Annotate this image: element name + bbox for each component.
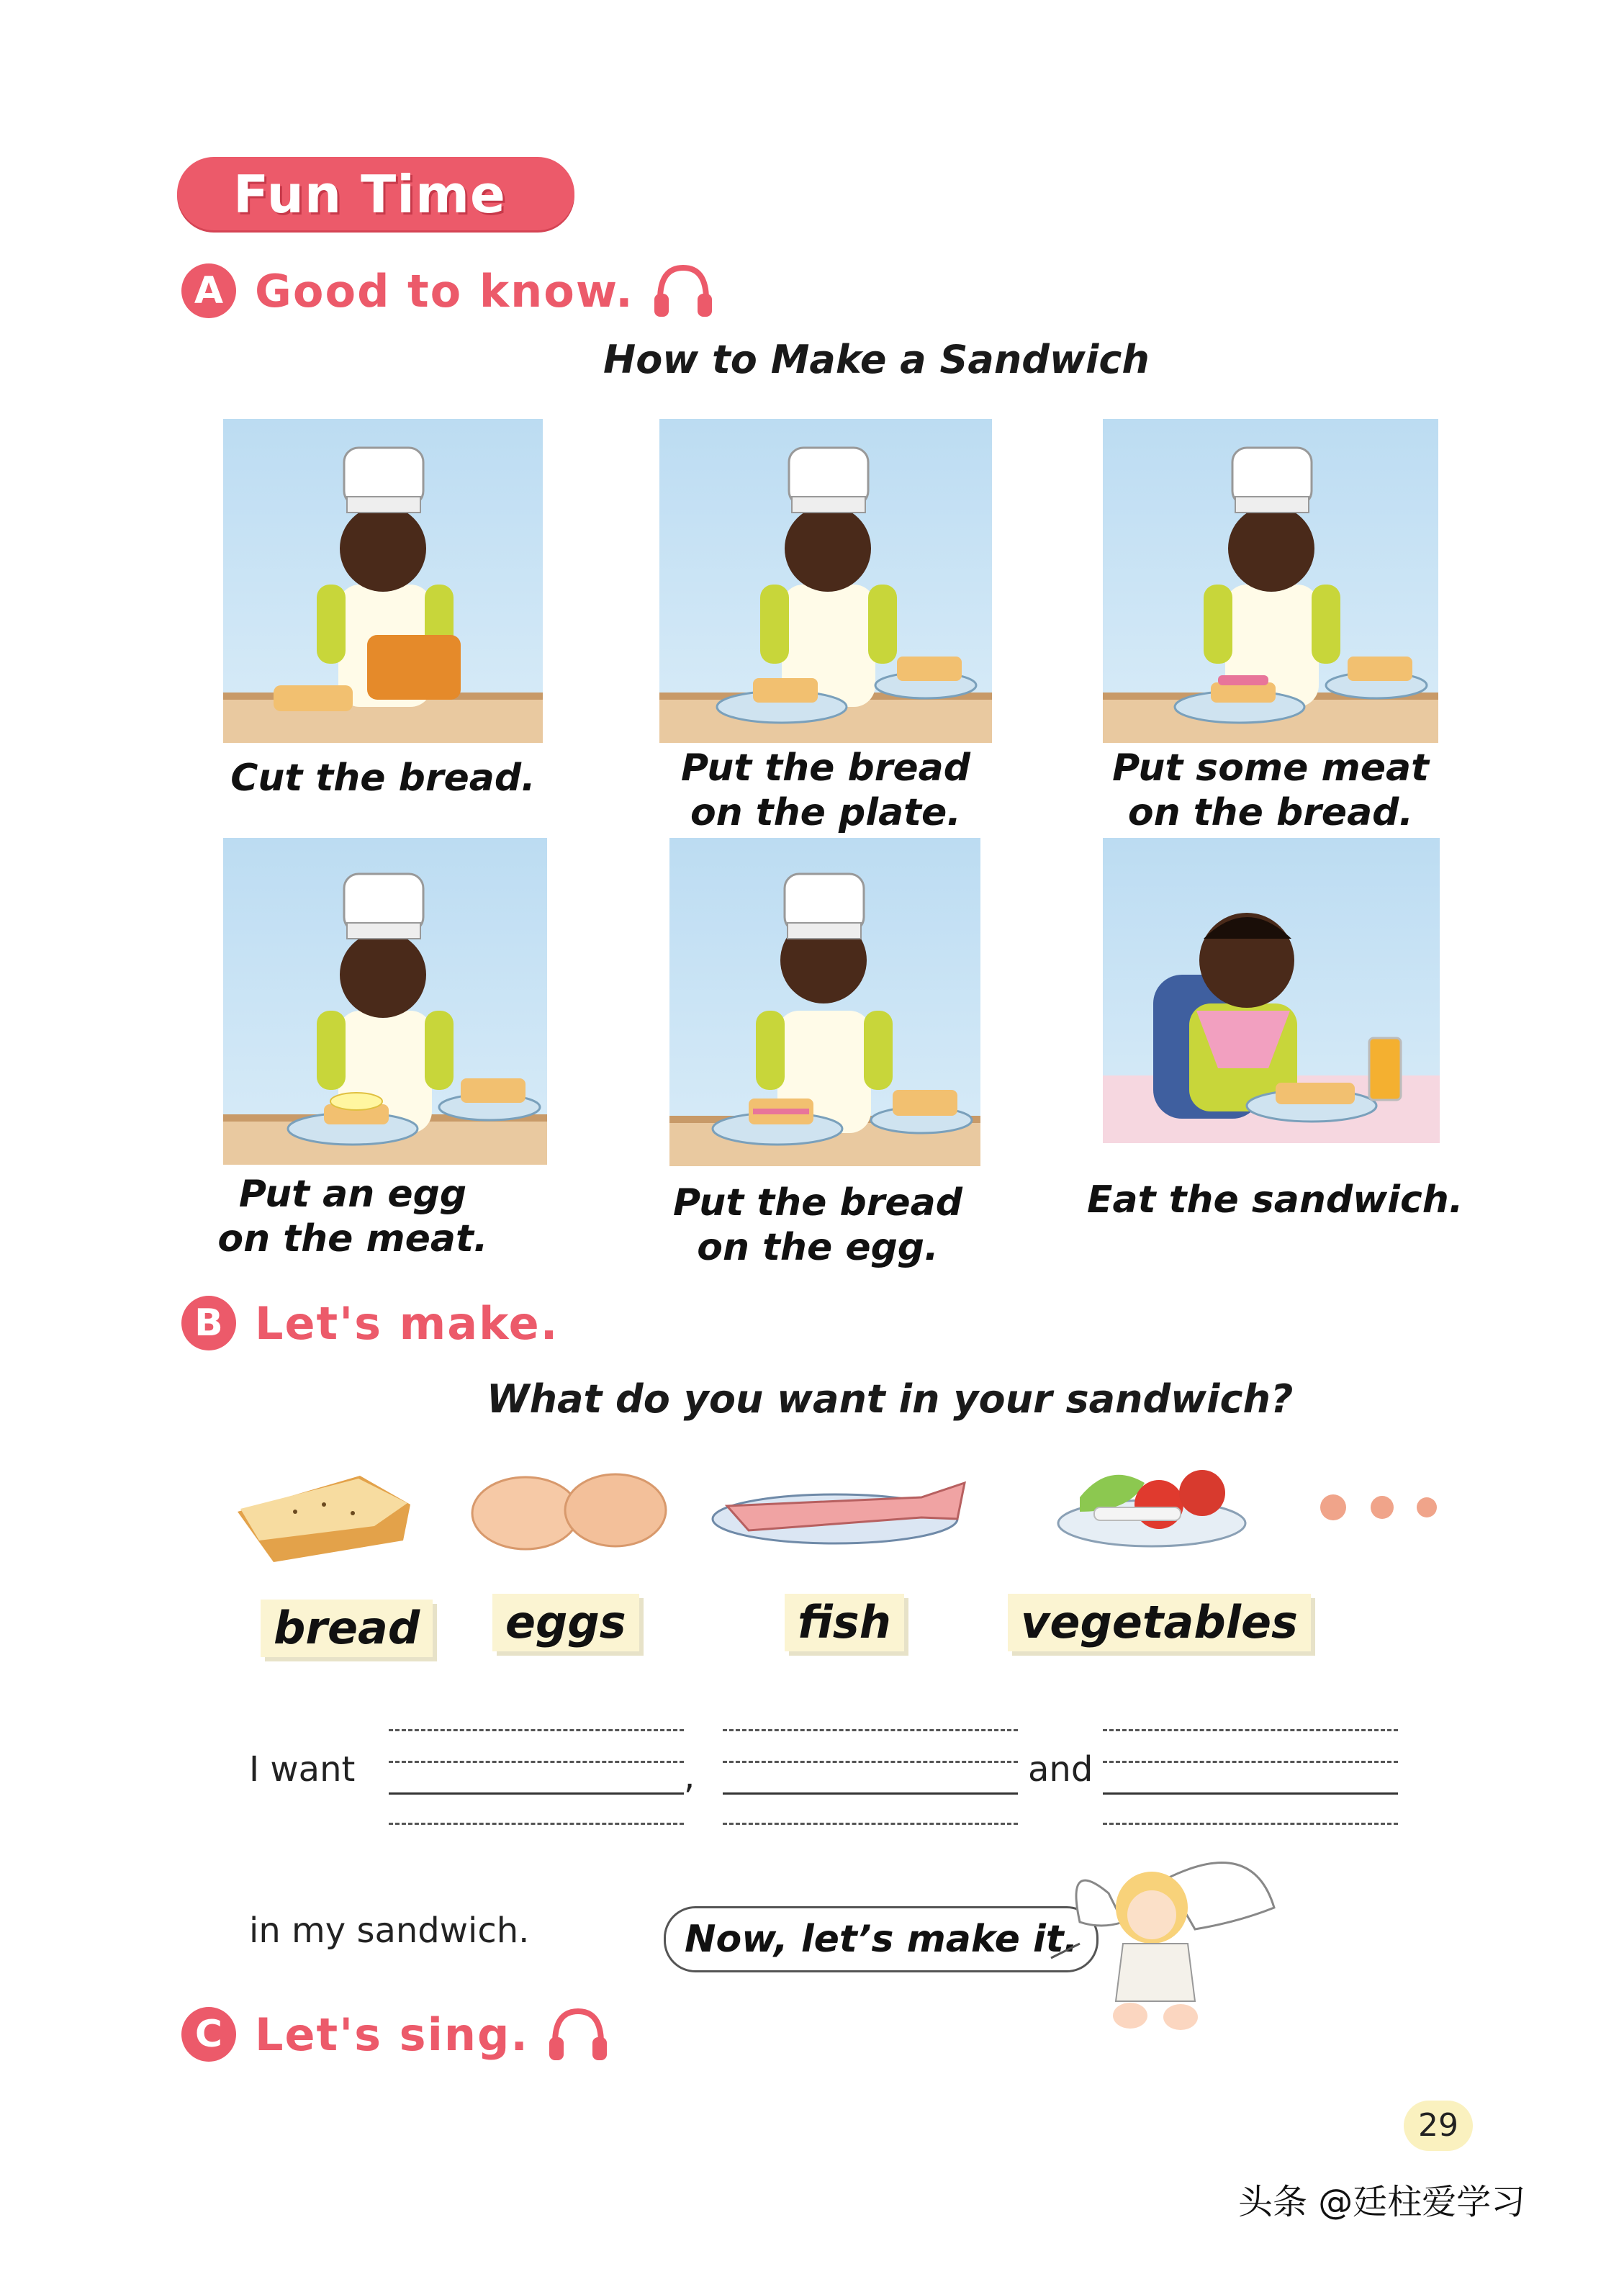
footer-watermark: 头条 @廷柱爱学习 [1238,2182,1526,2222]
step-image-bread-on-plate [659,419,992,743]
banner-title: Fun Time [233,164,506,225]
section-b-title: Let's make. [255,1296,559,1350]
step-caption: Put the bread on the egg. [673,1181,962,1269]
step-image-bread-on-egg [669,838,980,1166]
headphones-icon[interactable] [653,262,713,320]
sentence-end: in my sandwich. [249,1911,530,1951]
headphones-icon[interactable] [548,2006,608,2063]
word-card-eggs: eggs [492,1594,639,1651]
step-caption: Put some meat on the bread. [1112,746,1429,834]
fun-time-banner [177,157,574,230]
step-image-cut-bread [223,419,543,743]
fish-illustration [705,1461,986,1555]
write-line-3[interactable] [1103,1729,1398,1823]
write-line-2[interactable] [723,1729,1018,1823]
page-number: 29 [1404,2101,1473,2151]
step-image-eat-sandwich [1103,838,1440,1143]
step-caption: Put the bread on the plate. [681,746,970,834]
section-c-badge: C [181,2007,236,2062]
section-b-heading [181,1296,559,1350]
step-image-meat-on-bread [1103,419,1438,743]
word-card-bread: bread [261,1600,433,1657]
step-caption: Put an egg on the meat. [217,1173,488,1260]
vegetables-illustration [1051,1447,1253,1555]
and-text: and [1028,1749,1093,1790]
step-caption: Eat the sandwich. [1087,1178,1463,1222]
sentence-start: I want [249,1749,356,1790]
step-caption: Cut the bread. [230,757,536,800]
speech-bubble: Now, let’s make it. [664,1906,1099,1972]
section-b-subtitle: What do you want in your sandwich? [487,1376,1294,1422]
eggs-illustration [468,1463,669,1556]
word-card-fish: fish [785,1594,904,1651]
bread-illustration [230,1461,420,1562]
section-b-badge: B [181,1296,236,1350]
section-a-heading [181,262,713,320]
section-c-heading [181,2006,608,2063]
ellipsis-dots-icon [1317,1493,1447,1522]
section-c-title: Let's sing. [255,2008,529,2061]
comma-text: , [684,1756,695,1797]
section-a-badge: A [181,263,236,318]
section-a-title: Good to know. [255,264,634,317]
write-line-1[interactable] [389,1729,684,1823]
word-card-vegetables: vegetables [1008,1594,1311,1651]
section-a-subtitle: How to Make a Sandwich [603,337,1150,382]
step-image-egg-on-meat [223,838,547,1165]
angel-illustration [1037,1836,1281,2052]
